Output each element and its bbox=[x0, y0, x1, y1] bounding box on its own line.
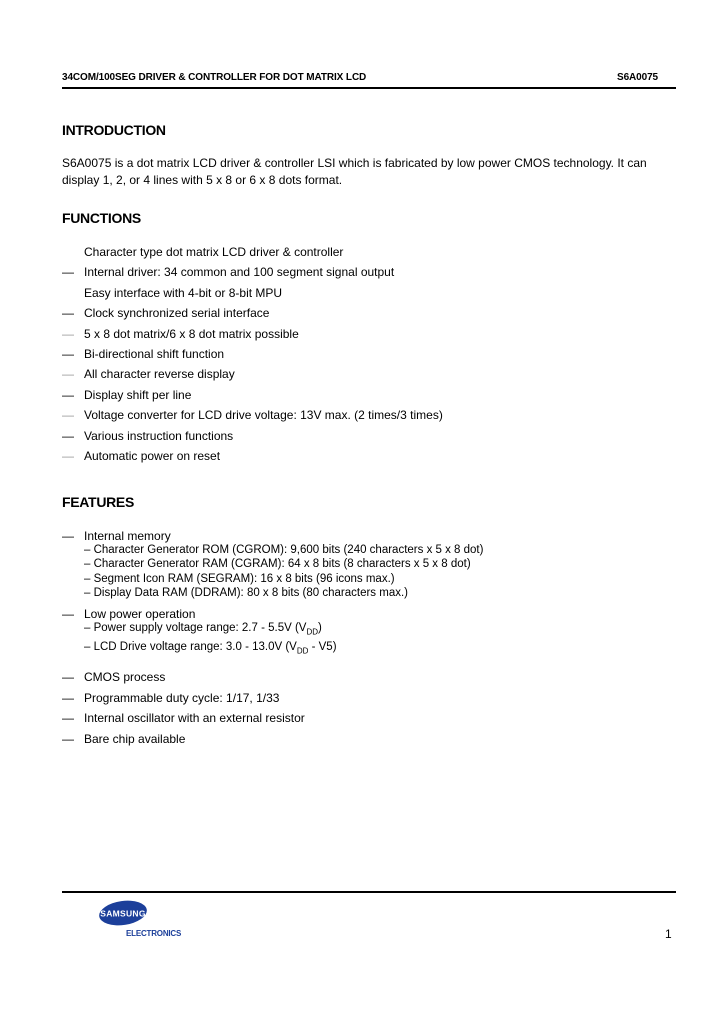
header-rule bbox=[62, 87, 676, 89]
bullet-dash: — bbox=[62, 367, 74, 382]
introduction-line-1: S6A0075 is a dot matrix LCD driver & controller LSI which is fabricated by low power CMOS technology. It can bbox=[62, 156, 647, 170]
sub-item-text: – LCD Drive voltage range: 3.0 - 13.0V (V bbox=[84, 640, 297, 653]
sub-item-lcd-drive bbox=[84, 640, 483, 659]
bullet-dash: — bbox=[62, 670, 74, 685]
list-item bbox=[62, 708, 483, 728]
list-item-text: Character type dot matrix LCD driver & controller bbox=[84, 245, 344, 259]
introduction-text bbox=[62, 155, 662, 189]
electronics-label: ELECTRONICS bbox=[126, 929, 182, 938]
list-item-text: Bi-directional shift function bbox=[84, 346, 225, 361]
sub-item: – Character Generator RAM (CGRAM): 64 x 8 bits (8 characters x 5 x 8 dot) bbox=[84, 558, 471, 571]
list-item bbox=[62, 729, 483, 749]
list-item-text: 5 x 8 dot matrix/6 x 8 dot matrix possible bbox=[84, 326, 299, 341]
bullet-dash: — bbox=[62, 607, 74, 622]
list-item-text: Internal memory bbox=[84, 529, 171, 543]
list-item bbox=[62, 667, 483, 687]
bullet-dash: — bbox=[62, 265, 74, 280]
list-item-text: Internal oscillator with an external resistor bbox=[84, 711, 305, 726]
bullet-dash: — bbox=[62, 387, 74, 402]
sub-item-text: – Power supply voltage range: 2.7 - 5.5V (V bbox=[84, 622, 307, 635]
page-header bbox=[62, 72, 658, 83]
subscript: DD bbox=[296, 646, 309, 656]
list-item bbox=[62, 607, 483, 658]
footer-rule bbox=[62, 891, 676, 893]
list-item-text: Various instruction functions bbox=[84, 428, 234, 443]
features-list bbox=[62, 529, 483, 749]
subscript: DD bbox=[306, 627, 319, 637]
bullet-dash: — bbox=[62, 326, 74, 341]
features-heading: FEATURES bbox=[62, 494, 135, 510]
functions-heading: FUNCTIONS bbox=[62, 210, 141, 226]
introduction-line-2: display 1, 2, or 4 lines with 5 x 8 or 6 x 8 dots format. bbox=[62, 173, 343, 187]
bullet-dash: — bbox=[62, 731, 74, 746]
list-item-text: Easy interface with 4-bit or 8-bit MPU bbox=[84, 285, 283, 300]
bullet-dash: — bbox=[62, 690, 74, 705]
logo-text: SAMSUNG bbox=[100, 908, 146, 919]
list-item-text: Internal driver: 34 common and 100 segment signal output bbox=[84, 265, 395, 280]
document-title: 34COM/100SEG DRIVER & CONTROLLER FOR DOT MATRIX LCD bbox=[62, 72, 367, 83]
sub-item: – Display Data RAM (DDRAM): 80 x 8 bits (80 characters max.) bbox=[84, 586, 409, 599]
sub-item-text: ) bbox=[318, 622, 322, 635]
sub-item-text: - V5) bbox=[308, 640, 337, 653]
list-item-text: Display shift per line bbox=[84, 387, 192, 402]
list-item bbox=[62, 688, 483, 708]
list-item-text: CMOS process bbox=[84, 670, 166, 685]
bullet-dash: — bbox=[62, 428, 74, 443]
bullet-dash: — bbox=[62, 306, 74, 321]
bullet-dash: — bbox=[62, 346, 74, 361]
list-item-text: Automatic power on reset bbox=[84, 448, 221, 463]
list-item-text: Programmable duty cycle: 1/17, 1/33 bbox=[84, 690, 280, 705]
sub-item: – Character Generator ROM (CGROM): 9,600 bits (240 characters x 5 x 8 dot) bbox=[84, 544, 484, 556]
bullet-dash: — bbox=[62, 529, 74, 543]
part-number: S6A0075 bbox=[617, 72, 658, 83]
sub-item: – Segment Icon RAM (SEGRAM): 16 x 8 bits (96 icons max.) bbox=[84, 572, 395, 585]
sub-item-power-supply bbox=[84, 621, 483, 640]
bullet-dash: — bbox=[62, 711, 74, 726]
list-item-text: Voltage converter for LCD drive voltage: 13V max. (2 times/3 times) bbox=[84, 408, 443, 423]
list-item-text: All character reverse display bbox=[84, 367, 235, 382]
list-item-text: Bare chip available bbox=[84, 731, 186, 746]
page-number: 1 bbox=[665, 927, 672, 941]
list-item-text: Low power operation bbox=[84, 607, 196, 622]
bullet-dash: — bbox=[62, 408, 74, 423]
list-item-text: Clock synchronized serial interface bbox=[84, 306, 270, 321]
list-item bbox=[62, 529, 483, 600]
samsung-logo bbox=[98, 899, 148, 927]
bullet-dash: — bbox=[62, 448, 74, 463]
introduction-heading: INTRODUCTION bbox=[62, 122, 166, 138]
